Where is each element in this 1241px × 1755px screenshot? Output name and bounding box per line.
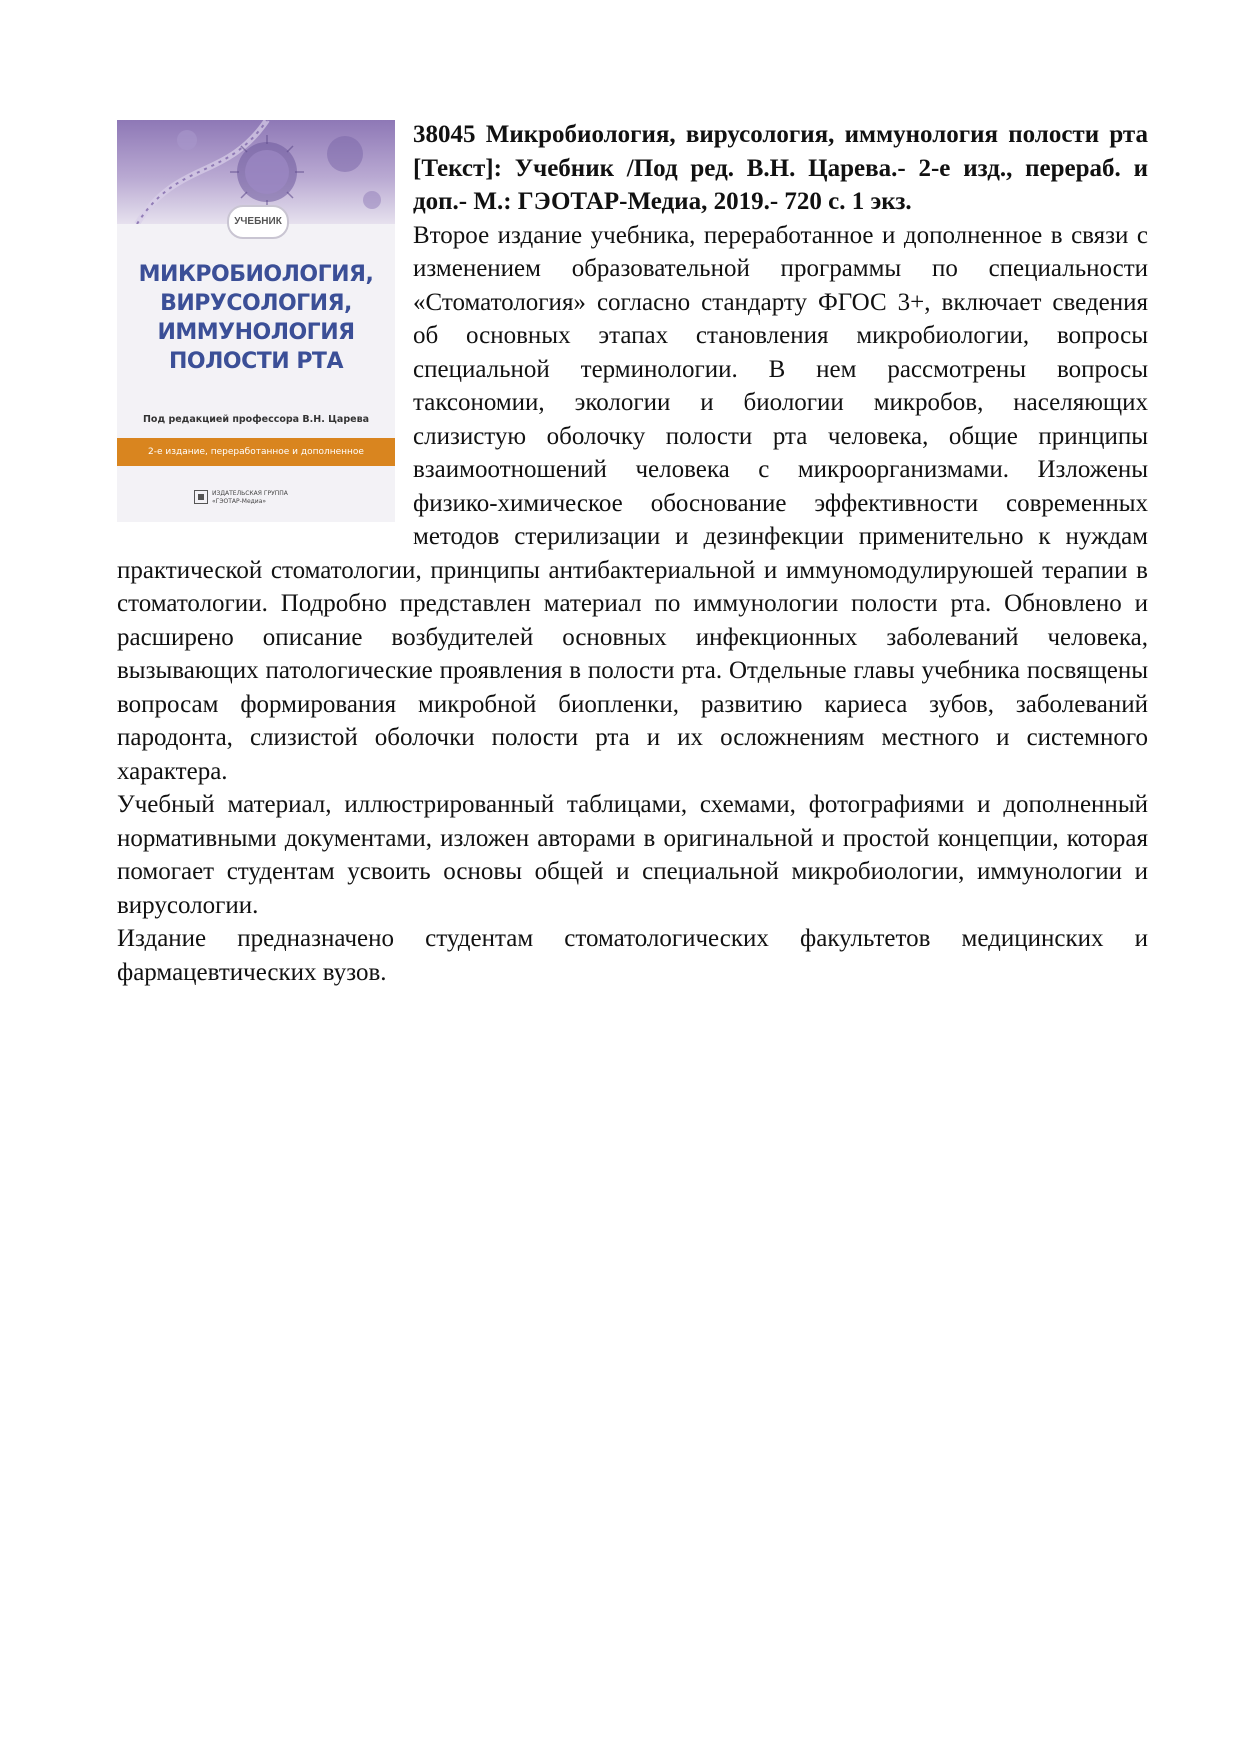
cover-title-line: МИКРОБИОЛОГИЯ, — [138, 262, 374, 287]
description-paragraph: Второе издание учебника, переработанное и дополненное в связи с изменением образовательной программы по специальности «Стоматология» согласно стандарту ФГОС 3+, включает сведения об основных этапах становления микробиологии, вопросы специальной терминологии. В нем рассмотрены вопросы таксономии, экологии и биологии микробов, населяющих слизистую оболочку полости рта человека, общие принципы взаимоотношений человека с микроорганизмами. Изложены физико-химическое обоснование эффективности современных методов стерилизации и дезинфекции применительно к нуждам практической стоматологии, принципы антибактериальной и иммуномодулируюшей терапии в стоматологии. Подробно представлен материал по иммунологии полости рта. Обновлено и расширено описание возбудителей основных инфекционных заболеваний человека, вызывающих патологические проявления в полости рта. Отдельные главы учебника посвящены вопросам формирования микробной биопленки, развитию кариеса зубов, заболеваний пародонта, слизистой оболочки полости рта и их осложнениям местного и системного характера. — [117, 221, 1148, 785]
cover-title-line: ВИРУСОЛОГИЯ, — [160, 291, 352, 316]
cover-badge: УЧЕБНИК — [227, 205, 289, 239]
book-cover-image — [117, 120, 395, 522]
cover-title — [117, 260, 395, 376]
cover-title-line: ПОЛОСТИ РТА — [169, 349, 343, 374]
publisher-line: ИЗДАТЕЛЬСКАЯ ГРУППА — [212, 490, 288, 497]
cover-publisher — [212, 490, 288, 506]
cover-editor: Под редакцией профессора В.Н. Царева — [142, 414, 369, 425]
description-paragraph: Учебный материал, иллюстрированный таблицами, схемами, фотографиями и дополненный нормативными документами, изложен авторами в оригинальной и простой концепции, которая помогает студентам усвоить основы общей и специальной микробиологии, иммунологии и вирусологии. — [117, 791, 1148, 919]
bibliographic-entry-heading: 38045 Микробиология, вирусология, иммунология полости рта [Текст]: Учебник /Под ред. В.Н. Царева.- 2-е изд., перераб. и доп.- М.: ГЭОТАР-Медиа, 2019.- 720 с. 1 экз. — [413, 121, 1148, 215]
description-paragraph: Издание предназначено студентам стоматологических факультетов медицинских и фармацевтических вузов. — [117, 925, 1148, 986]
publisher-logo-icon — [194, 490, 208, 504]
cover-edition-band: 2-е издание, переработанное и дополненное — [117, 438, 395, 466]
publisher-line: «ГЭОТАР-Медиа» — [212, 498, 267, 505]
document-page — [117, 118, 1148, 989]
cover-title-line: ИММУНОЛОГИЯ — [157, 320, 355, 345]
